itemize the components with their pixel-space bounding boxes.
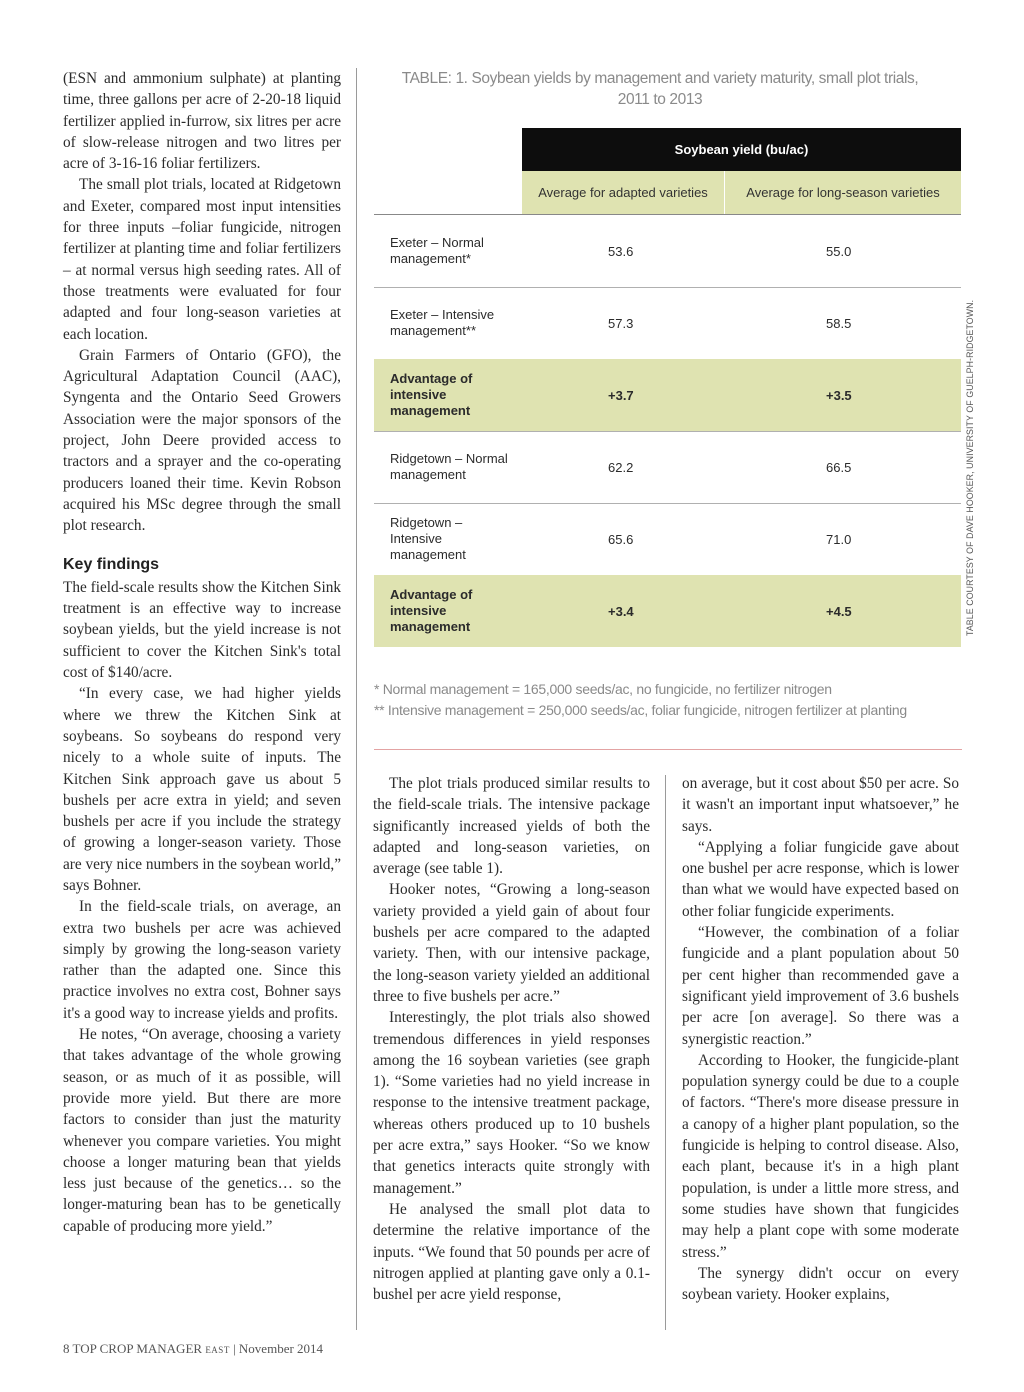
row-label: Advantage of intensive management xyxy=(390,587,473,634)
cell-long-season: 71.0 xyxy=(826,531,852,547)
body-paragraph: According to Hooker, the fungicide-plant population synergy could be due to a couple of factors. “There's more disease pressure in a canopy of a higher plant population, so the fungicide is helping to control disease. Also, each plant, because it's in a high plant population, is under a little more stress, and some studies have shown that fungicides may help a plant cope with some moderate stress.” xyxy=(682,1051,959,1261)
body-paragraph: “Applying a foliar fungicide gave about one bushel per acre response, which is lower than what we would have expected based on other foliar fungicide experiments. xyxy=(682,838,959,920)
right-column xyxy=(682,773,959,1305)
cell-adapted: 65.6 xyxy=(608,531,634,547)
publication-name: TOP CROP MANAGER xyxy=(72,1341,203,1356)
cell-adapted: 57.3 xyxy=(608,315,634,331)
row-label: Exeter – Normal management* xyxy=(390,235,484,266)
body-paragraph: The synergy didn't occur on every soybean variety. Hooker explains, xyxy=(682,1264,959,1304)
cell-adapted: +3.7 xyxy=(608,387,634,403)
table-row xyxy=(374,215,961,288)
body-paragraph: on average, but it cost about $50 per acre. So it wasn't an important input whatsoever,” he says. xyxy=(682,775,959,835)
page-footer xyxy=(63,1341,323,1357)
section-divider xyxy=(374,749,962,750)
cell-adapted: +3.4 xyxy=(608,603,634,619)
body-paragraph: “In every case, we had higher yields where we threw the Kitchen Sink at soybeans. So soybeans do respond very nicely to a whole suite of inputs. The Kitchen Sink approach gave us about 5 bushels per acre extra in yield; and seven bushels per acre if you include the strategy of growing a longer-season variety. Those are very nice numbers in the soybean world,” says Bohner. xyxy=(63,685,341,894)
table-row-advantage xyxy=(374,359,961,432)
issue-date: November 2014 xyxy=(238,1341,324,1356)
table-header-yield: Soybean yield (bu/ac) xyxy=(522,128,961,171)
body-paragraph: He analysed the small plot data to determine the relative importance of the inputs. “We found that 50 pounds per acre of nitrogen applied at planting gave only a 0.1-bushel per acre yield response, xyxy=(373,1200,650,1304)
publication-edition: EAST xyxy=(205,1345,230,1355)
column-header-long-season: Average for long-season varieties xyxy=(725,171,961,214)
body-paragraph: In the field-scale trials, on average, an extra two bushels per acre was achieved simply by growing the long-season variety rather than the adapted one. Since this practice involves no extra cost, Bohner says it's a good way to increase yields and profits. xyxy=(63,898,341,1022)
cell-long-season: 66.5 xyxy=(826,459,852,475)
column-divider xyxy=(356,68,357,1330)
cell-long-season: 55.0 xyxy=(826,243,852,259)
cell-adapted: 62.2 xyxy=(608,459,634,475)
table-footnote: * Normal management = 165,000 seeds/ac, no fungicide, no fertilizer nitrogen xyxy=(374,681,832,697)
body-paragraph: The plot trials produced similar results to the field-scale trials. The intensive package significantly increased yields of both the adapted and long-season varieties, on average (see table 1). xyxy=(373,775,650,878)
body-paragraph: Interestingly, the plot trials also showed tremendous differences in yield responses among the 16 soybean varieties (see graph 1). “Some varieties had no yield increase in response to the intensive treatment package, whereas others produced up to 10 bushels per acre extra,” says Hooker. “So we know that genetics interacts quite strongly with management.” xyxy=(373,1009,650,1197)
cell-long-season: +3.5 xyxy=(826,387,852,403)
table-row-advantage xyxy=(374,575,961,647)
row-label: Ridgetown – Intensive management xyxy=(390,515,466,562)
cell-long-season: 58.5 xyxy=(826,315,852,331)
body-paragraph: Grain Farmers of Ontario (GFO), the Agricultural Adaptation Council (AAC), Syngenta and the Ontario Seed Growers Association were the major sponsors of the project, John Deere provided access to tractors and a sprayer and the co-operating producers loaned their time. Kevin Robson acquired his MSc degree through the small plot research. xyxy=(63,346,341,535)
row-label: Ridgetown – Normal management xyxy=(390,451,508,482)
footer-separator: | xyxy=(233,1341,236,1356)
column-header-adapted: Average for adapted varieties xyxy=(522,171,725,214)
body-paragraph: “However, the combination of a foliar fungicide and a plant population about 50 per cent higher than recommended gave a significant yield improvement of 3.6 bushels per acre [on average]. So there was a synergistic reaction.” xyxy=(682,924,959,1048)
table-footnote: ** Intensive management = 250,000 seeds/ac, foliar fungicide, nitrogen fertilizer at planting xyxy=(374,702,907,718)
body-paragraph: He notes, “On average, choosing a variety that takes advantage of the whole growing season, or as much of it as possible, will provide more yield. But there are more factors to consider than just the maturity whenever you compare varieties. You might choose a longer maturing bean that yields less just because of the genetics… so the longer-maturing bean has to be genetically capable of producing more yield.” xyxy=(63,1026,341,1235)
table-row xyxy=(374,431,961,504)
row-label: Advantage of intensive management xyxy=(390,371,473,418)
section-heading: Key findings xyxy=(63,555,160,573)
page-number: 8 xyxy=(63,1341,70,1356)
cell-adapted: 53.6 xyxy=(608,243,634,259)
row-label: Exeter – Intensive management** xyxy=(390,307,495,338)
column-divider xyxy=(665,775,666,1330)
middle-column xyxy=(373,773,650,1305)
table-row xyxy=(374,287,961,360)
body-paragraph: The field-scale results show the Kitchen Sink treatment is an effective way to increase soybean yields, but the yield increase is not sufficient to cover the Kitchen Sink's total cost of $140/acre. xyxy=(63,578,341,682)
body-paragraph: (ESN and ammonium sulphate) at planting time, three gallons per acre of 2-20-18 liquid fertilizer applied in-furrow, six litres per acre of slow-release nitrogen and two litres per acre of 3-16-16 foliar fertilizers. xyxy=(63,70,341,173)
table-credit: TABLE COURTESY OF DAVE HOOKER, UNIVERSITY OF GUELPH-RIDGETOWN. xyxy=(965,299,975,636)
left-column xyxy=(63,68,341,1237)
table-row xyxy=(374,503,961,576)
body-paragraph: The small plot trials, located at Ridgetown and Exeter, compared most input intensities for three inputs –foliar fungicide, nitrogen fertilizer at planting time and foliar fertilizers – at normal versus high seeding rates. All of those treatments were evaluated for four adapted and four long-season varieties at each location. xyxy=(63,176,341,343)
cell-long-season: +4.5 xyxy=(826,603,852,619)
table-caption: TABLE: 1. Soybean yields by management and variety maturity, small plot trials, 2011 to 2013 xyxy=(401,70,919,108)
body-paragraph: Hooker notes, “Growing a long-season variety provided a yield gain of about four bushels per acre compared to the adapted variety. Then, with our intensive package, the long-season variety yielded an additional three to five bushels per acre.” xyxy=(373,881,650,1005)
